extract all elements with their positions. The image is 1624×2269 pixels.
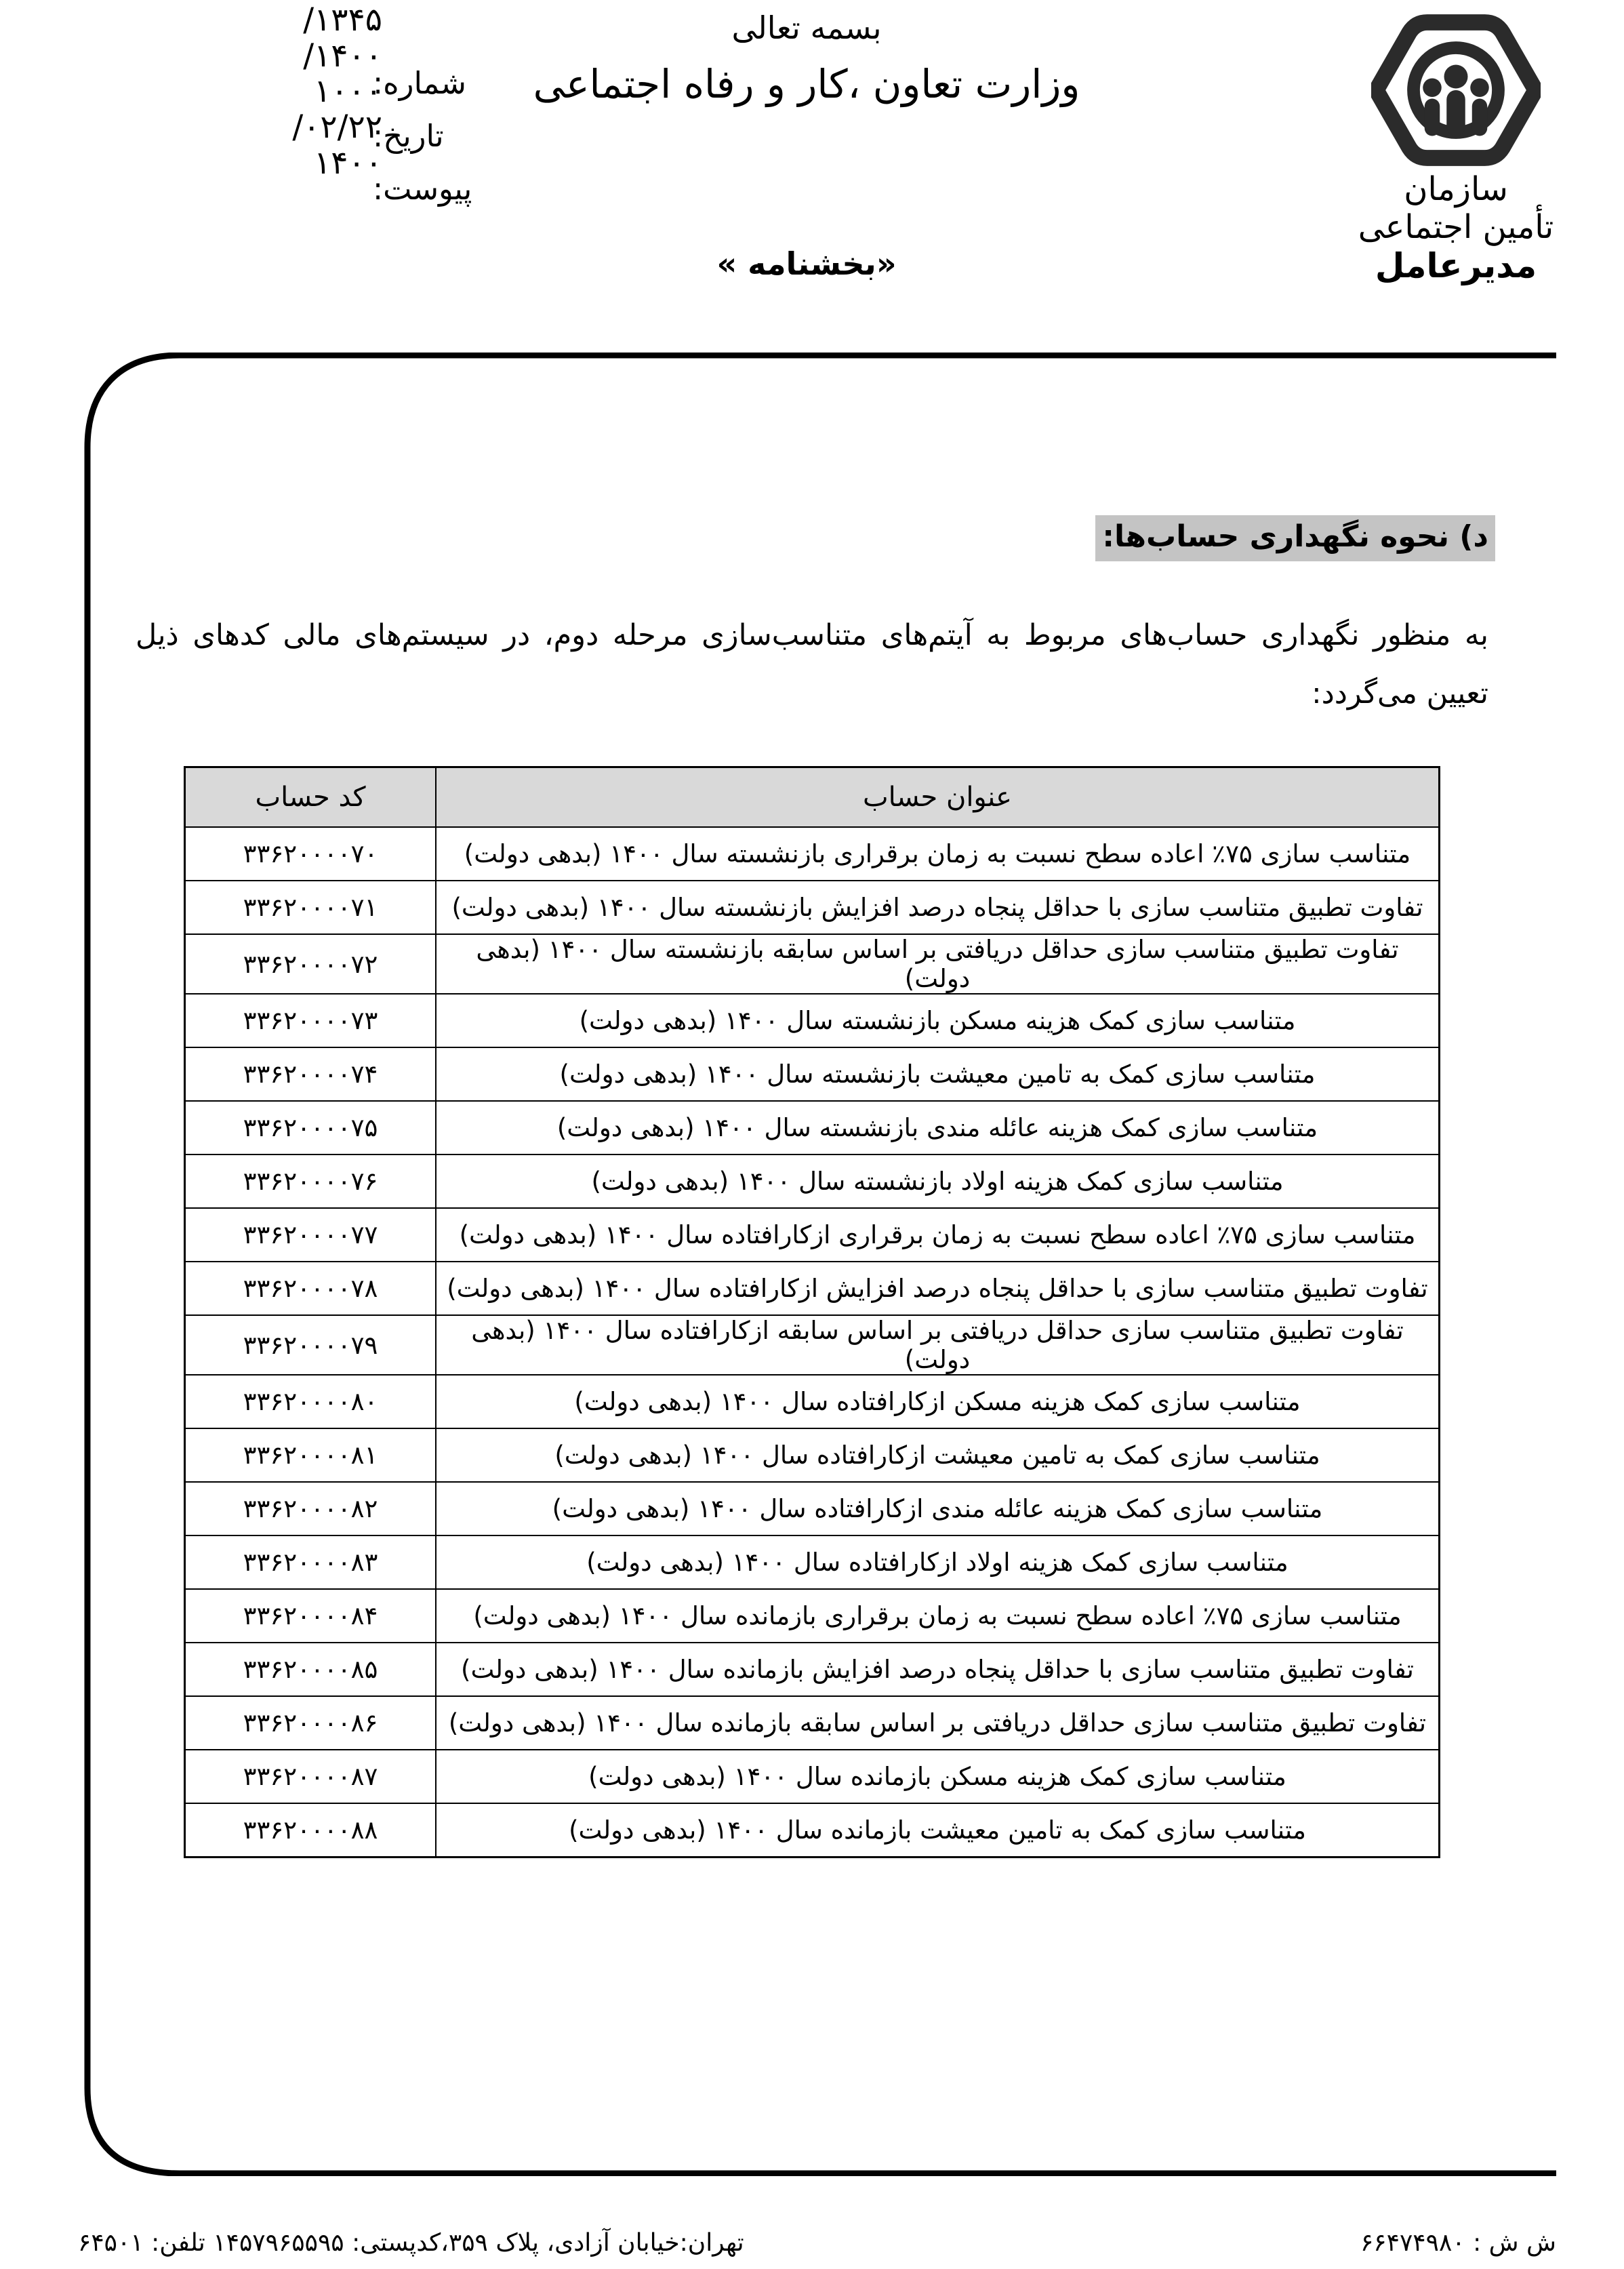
column-header-account-code: کد حساب: [185, 767, 437, 828]
table-row: [185, 1696, 1440, 1750]
cell-account-title: متناسب سازی ۷۵٪ اعاده سطح نسبت به زمان برقراری ازکارافتاده سال ۱۴۰۰ (بدهی دولت): [436, 1208, 1440, 1262]
table-header-row: [185, 767, 1440, 828]
cell-account-code: ۳۳۶۲۰۰۰۰۸۰: [185, 1375, 437, 1428]
cell-account-title: متناسب سازی ۷۵٪ اعاده سطح نسبت به زمان برقراری بازمانده سال ۱۴۰۰ (بدهی دولت): [436, 1589, 1440, 1643]
cell-account-code: ۳۳۶۲۰۰۰۰۸۷: [185, 1750, 437, 1803]
cell-account-title: متناسب سازی کمک هزینه اولاد ازکارافتاده سال ۱۴۰۰ (بدهی دولت): [436, 1535, 1440, 1589]
ministry-name: وزارت تعاون ،کار و رفاه اجتماعی: [533, 61, 1080, 107]
cell-account-title: تفاوت تطبیق متناسب سازی با حداقل پنجاه درصد افزایش ازکارافتاده سال ۱۴۰۰ (بدهی دولت): [436, 1262, 1440, 1315]
ref-number-line2: /۱۴۰۰: [303, 37, 382, 75]
ref-number-line1: /۱۳۴۵: [303, 1, 382, 39]
cell-account-title: متناسب سازی کمک هزینه عائله مندی بازنشسته سال ۱۴۰۰ (بدهی دولت): [436, 1101, 1440, 1154]
ref-date-line1: /۰۲/۲۲: [292, 108, 382, 146]
table-row: [185, 1047, 1440, 1101]
cell-account-code: ۳۳۶۲۰۰۰۰۸۸: [185, 1803, 437, 1858]
table-row: [185, 994, 1440, 1047]
intro-paragraph: به منظور نگهداری حساب‌های مربوط به آیتم‌های متناسب‌سازی مرحله دوم، در سیستم‌های مالی کدهای ذیل تعیین می‌گردد:: [136, 618, 1488, 711]
cell-account-title: تفاوت تطبیق متناسب سازی با حداقل پنجاه درصد افزایش بازنشسته سال ۱۴۰۰ (بدهی دولت): [436, 881, 1440, 934]
ref-number-line3: ۱۰۰۰: [314, 73, 382, 111]
table-row: [185, 1589, 1440, 1643]
organization-name: [1327, 171, 1585, 246]
organization-name-line1: سازمان: [1404, 170, 1508, 208]
table-row: [185, 1154, 1440, 1208]
ref-label-number: شماره:: [373, 65, 466, 101]
table-row: [185, 1208, 1440, 1262]
ref-date-line2: ۱۴۰۰: [314, 144, 382, 182]
table-head: [185, 767, 1440, 828]
footer-registration: ش ش : ۶۶۴۷۴۹۸۰: [1360, 2229, 1556, 2257]
section-heading: [129, 515, 1495, 561]
cell-account-code: ۳۳۶۲۰۰۰۰۷۳: [185, 994, 437, 1047]
social-security-hexagon-logo-icon: [1371, 5, 1541, 175]
cell-account-code: ۳۳۶۲۰۰۰۰۷۱: [185, 881, 437, 934]
cell-account-title: تفاوت تطبیق متناسب سازی حداقل دریافتی بر اساس سابقه ازکارافتاده سال ۱۴۰۰ (بدهی دولت): [436, 1315, 1440, 1375]
header-titles: [488, 9, 1125, 109]
column-header-account-title: عنوان حساب: [436, 767, 1440, 828]
reference-values: [98, 3, 382, 181]
cell-account-title: متناسب سازی کمک هزینه مسکن بازمانده سال ۱۴۰۰ (بدهی دولت): [436, 1750, 1440, 1803]
table-body: [185, 827, 1440, 1858]
ref-label-date: تاریخ:: [373, 118, 444, 154]
cell-account-title: تفاوت تطبیق متناسب سازی حداقل دریافتی بر اساس سابقه بازمانده سال ۱۴۰۰ (بدهی دولت): [436, 1696, 1440, 1750]
cell-account-code: ۳۳۶۲۰۰۰۰۷۲: [185, 934, 437, 994]
cell-account-code: ۳۳۶۲۰۰۰۰۷۶: [185, 1154, 437, 1208]
table-row: [185, 1101, 1440, 1154]
cell-account-title: متناسب سازی کمک به تامین معیشت بازنشسته سال ۱۴۰۰ (بدهی دولت): [436, 1047, 1440, 1101]
table-row: [185, 1535, 1440, 1589]
document-footer: [78, 2224, 1556, 2257]
table-row: [185, 1750, 1440, 1803]
cell-account-title: متناسب سازی کمک هزینه مسکن بازنشسته سال ۱۴۰۰ (بدهی دولت): [436, 994, 1440, 1047]
table-row: [185, 1375, 1440, 1428]
ref-label-attachment: پیوست:: [373, 171, 472, 207]
cell-account-title: متناسب سازی کمک هزینه عائله مندی ازکارافتاده سال ۱۴۰۰ (بدهی دولت): [436, 1482, 1440, 1535]
cell-account-code: ۳۳۶۲۰۰۰۰۸۱: [185, 1428, 437, 1482]
cell-account-code: ۳۳۶۲۰۰۰۰۸۴: [185, 1589, 437, 1643]
cell-account-title: متناسب سازی کمک هزینه مسکن ازکارافتاده سال ۱۴۰۰ (بدهی دولت): [436, 1375, 1440, 1428]
cell-account-code: ۳۳۶۲۰۰۰۰۸۳: [185, 1535, 437, 1589]
table-row: [185, 1803, 1440, 1858]
table-row: [185, 1262, 1440, 1315]
table-row: [185, 827, 1440, 881]
cell-account-title: متناسب سازی کمک به تامین معیشت بازمانده سال ۱۴۰۰ (بدهی دولت): [436, 1803, 1440, 1858]
table-row: [185, 881, 1440, 934]
cell-account-code: ۳۳۶۲۰۰۰۰۷۷: [185, 1208, 437, 1262]
cell-account-code: ۳۳۶۲۰۰۰۰۷۵: [185, 1101, 437, 1154]
cell-account-code: ۳۳۶۲۰۰۰۰۸۲: [185, 1482, 437, 1535]
organization-name-line2: تأمین اجتماعی: [1358, 207, 1554, 246]
cell-account-code: ۳۳۶۲۰۰۰۰۸۶: [185, 1696, 437, 1750]
table-row: [185, 1315, 1440, 1375]
besmeh-taala: بسمه تعالی: [731, 9, 882, 46]
account-codes-table: [184, 766, 1440, 1858]
organization-block: [1327, 5, 1585, 285]
document-header: [0, 0, 1624, 319]
cell-account-title: متناسب سازی کمک به تامین معیشت ازکارافتاده سال ۱۴۰۰ (بدهی دولت): [436, 1428, 1440, 1482]
circular-title: «بخشنامه »: [716, 245, 897, 282]
table-row: [185, 1428, 1440, 1482]
table-row: [185, 1643, 1440, 1696]
table-row: [185, 934, 1440, 994]
organization-role: مدیرعامل: [1375, 246, 1537, 286]
table-row: [185, 1482, 1440, 1535]
section-heading-text: د) نحوه نگهداری حساب‌ها:: [1095, 515, 1495, 561]
document-body: [129, 515, 1495, 1858]
cell-account-code: ۳۳۶۲۰۰۰۰۷۹: [185, 1315, 437, 1375]
cell-account-code: ۳۳۶۲۰۰۰۰۷۰: [185, 827, 437, 881]
cell-account-code: ۳۳۶۲۰۰۰۰۷۴: [185, 1047, 437, 1101]
cell-account-code: ۳۳۶۲۰۰۰۰۷۸: [185, 1262, 437, 1315]
cell-account-title: تفاوت تطبیق متناسب سازی با حداقل پنجاه درصد افزایش بازمانده سال ۱۴۰۰ (بدهی دولت): [436, 1643, 1440, 1696]
cell-account-title: متناسب سازی ۷۵٪ اعاده سطح نسبت به زمان برقراری بازنشسته سال ۱۴۰۰ (بدهی دولت): [436, 827, 1440, 881]
cell-account-title: متناسب سازی کمک هزینه اولاد بازنشسته سال ۱۴۰۰ (بدهی دولت): [436, 1154, 1440, 1208]
cell-account-title: تفاوت تطبیق متناسب سازی حداقل دریافتی بر اساس سابقه بازنشسته سال ۱۴۰۰ (بدهی دولت): [436, 934, 1440, 994]
cell-account-code: ۳۳۶۲۰۰۰۰۸۵: [185, 1643, 437, 1696]
footer-address: تهران:خیابان آزادی، پلاک ۳۵۹،کدپستی: ۱۴۵۷۹۶۵۵۹۵ تلفن: ۶۴۵۰۱: [78, 2229, 744, 2257]
